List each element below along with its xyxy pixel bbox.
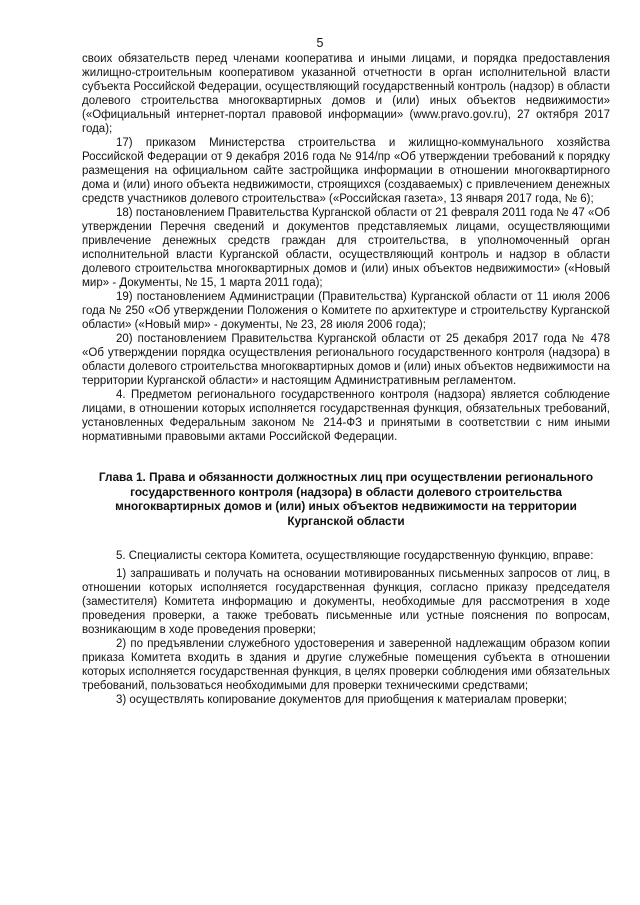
page-number: 5	[316, 36, 324, 50]
chapter-heading: Глава 1. Права и обязанности должностных лиц при осуществлении регионального государственного контроля (надзора) в области долевого строительства многоквартирных домов и (или) иных объектов недвижимости на территории Курганской области	[98, 470, 594, 528]
right-item-2: 2) по предъявлении служебного удостоверения и заверенной надлежащим образом копии приказа Комитета входить в здания и другие служебные помещения субъекта в отношении которых исполняется государственная функция, в целях проверки соблюдения ими обязательных требований, пользоваться необходимыми для проверки техническими средствами;	[82, 638, 610, 692]
right-item-3: 3) осуществлять копирование документов для приобщения к материалам проверки;	[116, 694, 567, 706]
paragraph-continuation: своих обязательств перед членами кооператива и иными лицами, и порядка предоставления жилищно-строительным кооперативом указанной отчетности в орган исполнительной власти субъекта Российской Федерации, осуществляющий государственный контроль (надзор) в области долевого строительства многоквартирных домов и (или) иных объектов недвижимости» («Официальный интернет-портал правовой информации» (www.pravo.gov.ru), 27 октября 2017 года);	[82, 53, 610, 135]
list-item-17: 17) приказом Министерства строительства и жилищно-коммунального хозяйства Российской Федерации от 9 декабря 2016 года № 914/пр «Об утверждении требований к порядку размещения на официальном сайте застройщика информации в отношении многоквартирного дома и (или) иного объекта недвижимости, строящихся (создаваемых) с привлечением денежных средств участников долевого строительства» («Российская газета», 13 января 2017 года, № 6);	[82, 137, 610, 205]
list-item-20: 20) постановлением Правительства Курганской области от 25 декабря 2017 года № 478 «Об утверждении порядка осуществления регионального государственного контроля (надзора) в области долевого строительства многоквартирных домов и (или) иных объектов недвижимости на территории Курганской области» и настоящим Административным регламентом.	[82, 333, 610, 387]
list-item-19: 19) постановлением Администрации (Правительства) Курганской области от 11 июля 2006 года № 250 «Об утверждении Положения о Комитете по архитектуре и строительству Курганской области» («Новый мир» - документы, № 23, 28 июля 2006 года);	[82, 291, 610, 331]
section-4-paragraph: 4. Предметом регионального государственного контроля (надзора) является соблюдение лицами, в отношении которых исполняется государственная функция, обязательных требований, установленных Федеральным законом № 214-ФЗ и принятыми в соответствии с ним иными нормативными правовыми актами Российской Федерации.	[82, 389, 610, 443]
list-item-18: 18) постановлением Правительства Курганской области от 21 февраля 2011 года № 47 «Об утверждении Перечня сведений и документов представляемых лицами, осуществляющими привлечение денежных средств граждан для строительства, в уполномоченный орган исполнительной власти Курганской области, осуществляющий контроль и надзор в области долевого строительства многоквартирных домов и (или) иных объектов недвижимости» («Новый мир» - Документы, № 15, 1 марта 2011 года);	[82, 207, 610, 289]
document-body	[82, 52, 610, 707]
section-5-paragraph: 5. Специалисты сектора Комитета, осуществляющие государственную функцию, вправе:	[116, 550, 594, 562]
right-item-1: 1) запрашивать и получать на основании мотивированных письменных запросов от лиц, в отношении которых исполняется государственная функция, согласно приказу председателя (заместителя) Комитета информацию и документы, необходимые для рассмотрения в ходе проведения проверки, а также требовать письменные или устные пояснения по вопросам, возникающим в ходе проведения проверки;	[82, 568, 610, 636]
